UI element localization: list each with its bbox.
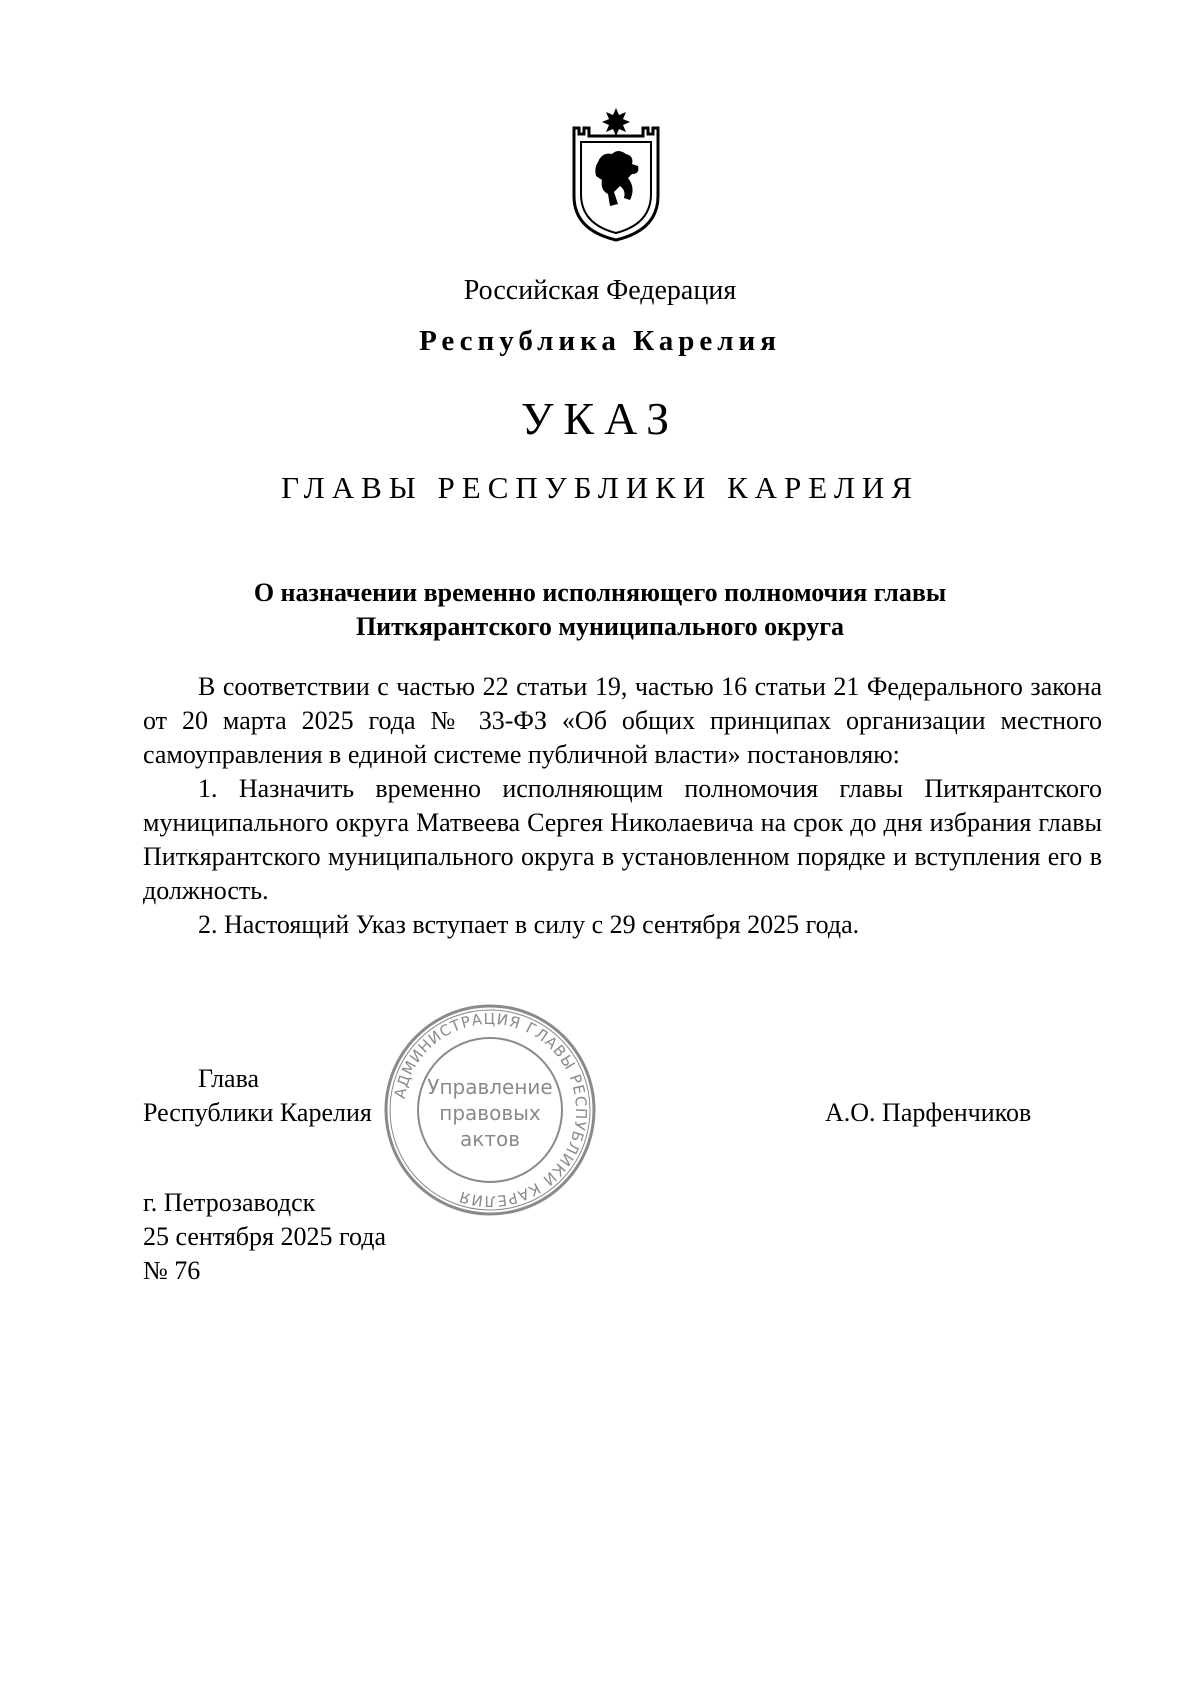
official-stamp <box>380 1000 600 1220</box>
signature-position-line-1: Глава <box>198 1064 260 1093</box>
document-body <box>143 670 1102 942</box>
signature-position-line-2: Республики Карелия <box>143 1098 372 1127</box>
country-name: Российская Федерация <box>463 275 737 306</box>
republic-name: Республика Карелия <box>419 325 781 357</box>
stamp-inner-line-1: Управление <box>427 1075 553 1099</box>
issue-city: г. Петрозаводск <box>143 1188 316 1217</box>
document-number: № 76 <box>143 1256 201 1285</box>
stamp-inner-line-2: правовых <box>439 1101 541 1125</box>
item-2: 2. Настоящий Указ вступает в силу с 29 сентября 2025 года. <box>198 910 860 939</box>
karelia-coat-of-arms-icon <box>568 104 664 242</box>
document-type: УКАЗ <box>520 393 680 444</box>
title-line-2: Питкярантского муниципального округа <box>355 612 845 641</box>
title-line-1: О назначении временно исполняющего полномочия главы <box>253 578 947 607</box>
preamble: В соответствии с частью 22 статьи 19, частью 16 статьи 21 Федерального закона от 20 марта 2025 года № 33-ФЗ «Об общих принципах организации местного самоуправления в единой системе публичной власти» постановляю: <box>143 672 1102 769</box>
issue-date: 25 сентября 2025 года <box>143 1222 387 1251</box>
item-1: 1. Назначить временно исполняющим полномочия главы Питкярантского муниципального округа Матвеева Сергея Николаевича на срок до дня избрания главы Питкярантского муниципального округа в установленном порядке и вступления его в должность. <box>143 774 1102 905</box>
issuer: ГЛАВЫ РЕСПУБЛИКИ КАРЕЛИЯ <box>281 470 919 505</box>
signatory-name: А.О. Парфенчиков <box>825 1098 1032 1127</box>
stamp-inner-line-3: актов <box>459 1127 521 1151</box>
stamp-ring-text: АДМИНИСТРАЦИЯ ГЛАВЫ РЕСПУБЛИКИ КАРЕЛИЯ <box>390 1009 591 1211</box>
